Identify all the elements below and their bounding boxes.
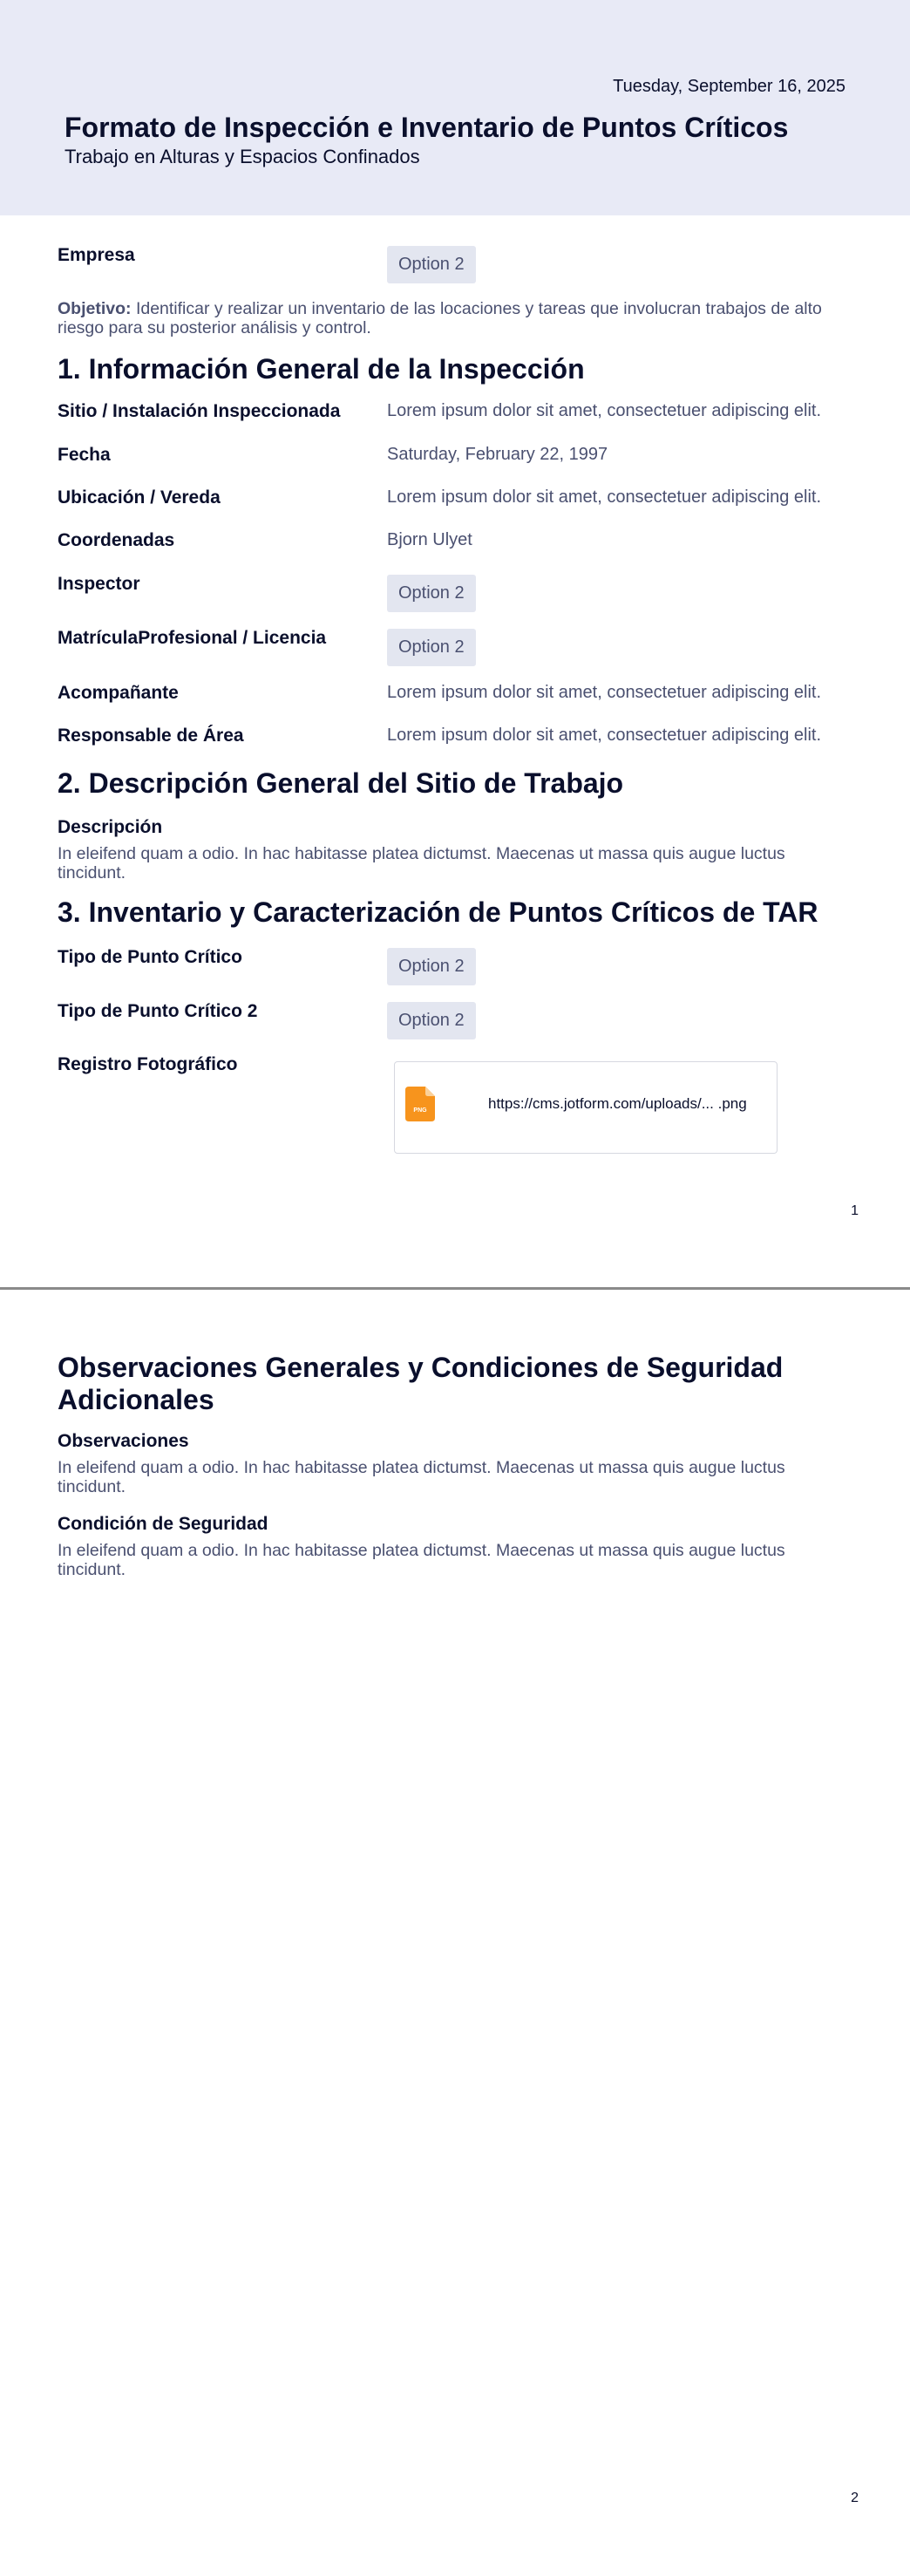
field-value-matricula: Option 2 (387, 629, 476, 666)
empresa-value: Option 2 (387, 246, 476, 283)
field-value-responsable: Lorem ipsum dolor sit amet, consectetuer adipiscing elit. (387, 726, 822, 745)
document-title: Formato de Inspección e Inventario de Puntos Críticos (65, 112, 789, 143)
tipo-punto-critico-value: Option 2 (387, 948, 476, 985)
page-number-1: 1 (851, 1203, 859, 1218)
tipo-punto-critico-2-label: Tipo de Punto Crítico 2 (58, 1001, 258, 1021)
field-value-coordenadas: Bjorn Ulyet (387, 530, 472, 549)
tipo-punto-critico-label: Tipo de Punto Crítico (58, 947, 242, 967)
png-file-icon (405, 1087, 435, 1121)
field-label-acompanante: Acompañante (58, 683, 179, 703)
field-value-inspector: Option 2 (387, 575, 476, 612)
field-value-sitio: Lorem ipsum dolor sit amet, consectetuer adipiscing elit. (387, 401, 822, 420)
header-date: Tuesday, September 16, 2025 (613, 77, 845, 96)
section-2-title: 2. Descripción General del Sitio de Trabajo (58, 767, 624, 799)
tipo-punto-critico-2-value: Option 2 (387, 1002, 476, 1039)
objetivo-body: Identificar y realizar un inventario de las locaciones y tareas que involucran trabajos de alto riesgo para su posterior análisis y control. (58, 299, 822, 337)
field-label-inspector: Inspector (58, 574, 140, 594)
registro-fotografico-label: Registro Fotográfico (58, 1054, 238, 1074)
page-number-2: 2 (851, 2491, 859, 2505)
observaciones-label: Observaciones (58, 1431, 189, 1451)
document-subtitle: Trabajo en Alturas y Espacios Confinados (65, 146, 420, 167)
objetivo-label: Objetivo: (58, 299, 132, 318)
descripcion-label: Descripción (58, 817, 163, 837)
field-label-responsable: Responsable de Área (58, 726, 244, 746)
field-value-fecha: Saturday, February 22, 1997 (387, 445, 608, 464)
section-1-title: 1. Información General de la Inspección (58, 353, 585, 385)
field-label-sitio: Sitio / Instalación Inspeccionada (58, 401, 341, 421)
empresa-label: Empresa (58, 245, 135, 265)
file-attachment-card[interactable] (394, 1061, 778, 1154)
condicion-seguridad-label: Condición de Seguridad (58, 1514, 268, 1534)
section-3-title: 3. Inventario y Caracterización de Puntos Críticos de TAR (58, 896, 818, 928)
file-type-label: PNG (413, 1107, 427, 1114)
field-value-acompanante: Lorem ipsum dolor sit amet, consectetuer adipiscing elit. (387, 683, 822, 702)
field-label-coordenadas: Coordenadas (58, 530, 175, 550)
page-2 (0, 1290, 910, 2576)
field-label-ubicacion: Ubicación / Vereda (58, 487, 221, 508)
field-value-ubicacion: Lorem ipsum dolor sit amet, consectetuer adipiscing elit. (387, 487, 822, 507)
section-4-title: Observaciones Generales y Condiciones de Seguridad Adicionales (58, 1352, 784, 1415)
descripcion-text: In eleifend quam a odio. In hac habitasse platea dictumst. Maecenas ut massa quis augue luctus tincidunt. (58, 844, 785, 883)
observaciones-text: In eleifend quam a odio. In hac habitasse platea dictumst. Maecenas ut massa quis augue luctus tincidunt. (58, 1458, 785, 1496)
field-label-matricula: MatrículaProfesional / Licencia (58, 628, 327, 648)
objetivo-text (58, 299, 842, 337)
document-header (0, 0, 910, 215)
condicion-seguridad-text: In eleifend quam a odio. In hac habitasse platea dictumst. Maecenas ut massa quis augue luctus tincidunt. (58, 1541, 785, 1579)
file-url-link[interactable]: https://cms.jotform.com/uploads/... .png (488, 1095, 747, 1112)
field-label-fecha: Fecha (58, 445, 111, 465)
